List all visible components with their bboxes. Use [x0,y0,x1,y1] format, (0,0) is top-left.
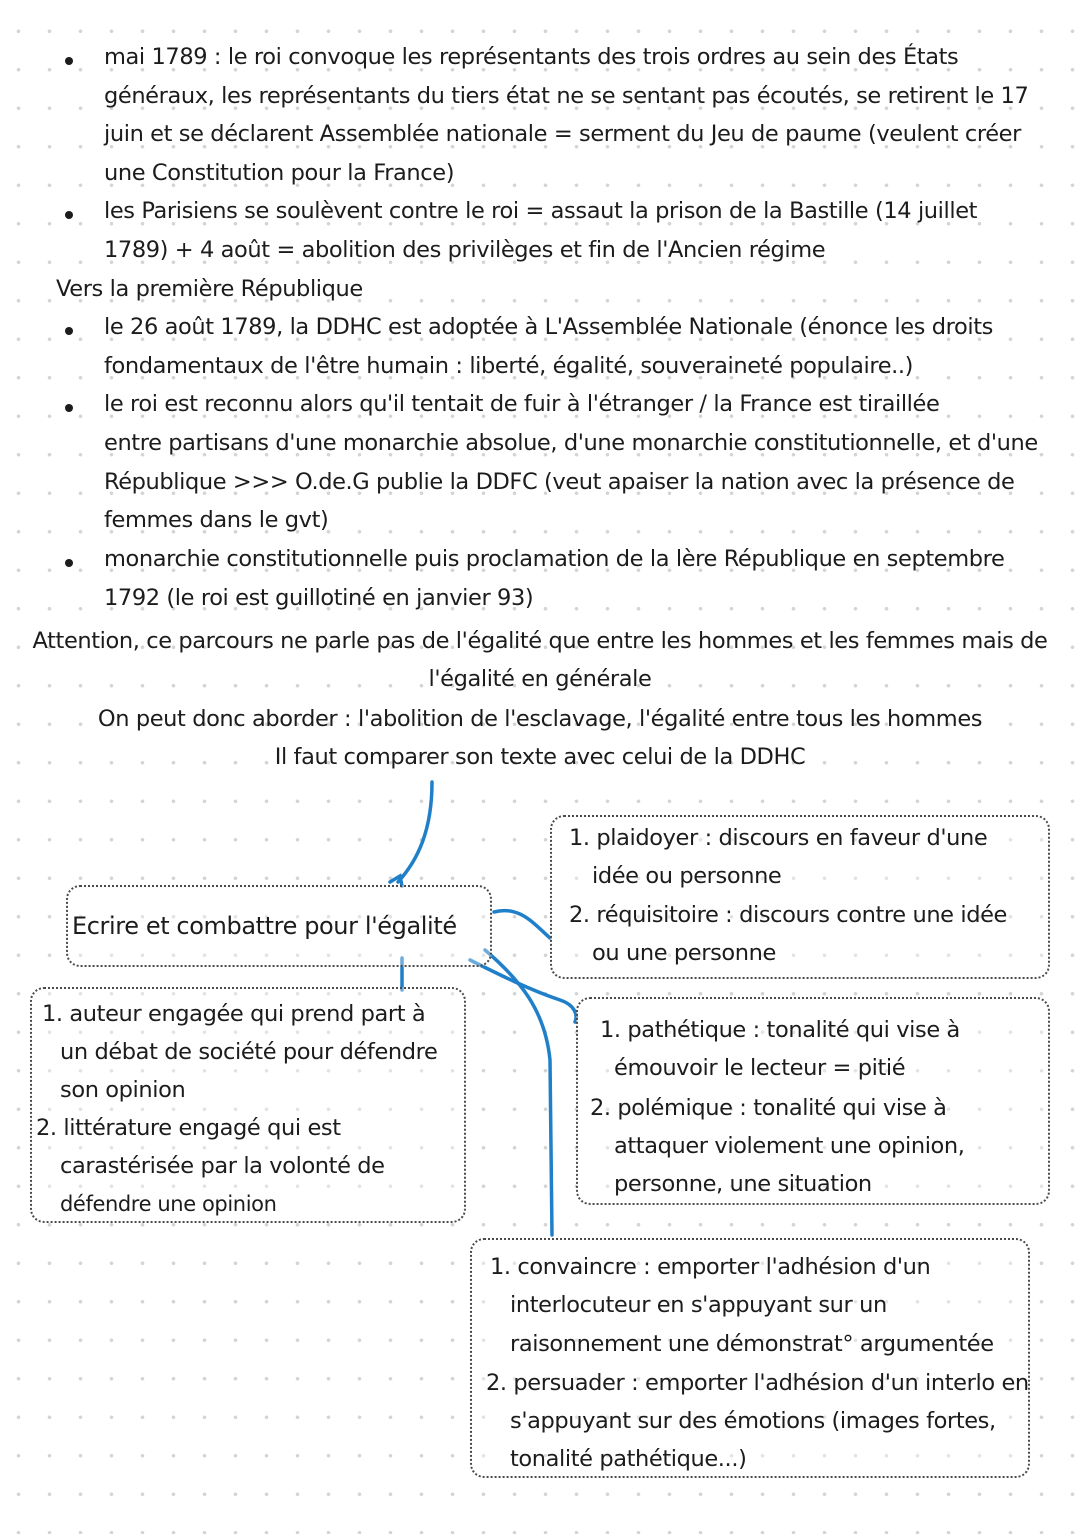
box-auteur-engage [30,987,466,1223]
text-line: monarchie constitutionnelle puis proclamation de la lère République en septembre [104,546,1005,572]
central-node-label: Ecrire et combattre pour l'égalité [72,912,457,940]
box-pathetique [576,997,1050,1205]
bullet-dot [65,57,73,65]
text-line: le 26 août 1789, la DDHC est adoptée à L'Assemblée Nationale (énonce les droits [104,314,993,340]
box-line: 1. convaincre : emporter l'adhésion d'un [490,1254,931,1280]
box-line: 1. auteur engagée qui prend part à [42,1001,426,1027]
box-line: 1. plaidoyer : discours en faveur d'une [569,825,988,851]
text-line: 1789) + 4 août = abolition des privilèges et fin de l'Ancien régime [104,237,826,263]
box-convaincre [470,1238,1030,1478]
text-line: entre partisans d'une monarchie absolue, d'une monarchie constitutionnelle, et d'une [104,430,1038,456]
text-line: les Parisiens se soulèvent contre le roi = assaut la prison de la Bastille (14 juillet [104,198,978,224]
box-line: 2. polémique : tonalité qui vise à [590,1095,947,1121]
box-line: émouvoir le lecteur = pitié [614,1055,906,1081]
box-plaidoyer [550,815,1050,979]
text-line: le roi est reconnu alors qu'il tentait de fuir à l'étranger / la France est tiraillée [104,391,940,417]
box-line: interlocuteur en s'appuyant sur un [510,1292,887,1318]
box-line: 1. pathétique : tonalité qui vise à [600,1017,960,1043]
section-heading: Vers la première République [56,276,363,302]
box-line: tonalité pathétique...) [510,1446,747,1472]
bullet-dot [65,404,73,412]
note-line: Attention, ce parcours ne parle pas de l'égalité que entre les hommes et les femmes mais de [32,628,1048,654]
connector-to-convaincre [485,950,552,1235]
box-line: son opinion [60,1077,186,1103]
text-line: fondamentaux de l'être humain : liberté, égalité, souveraineté populaire..) [104,353,914,379]
note-line: l'égalité en générale [428,666,652,692]
box-line: un débat de société pour défendre [60,1039,438,1065]
box-line: ou une personne [592,940,776,966]
connector-to-plaidoyer [494,911,550,938]
central-node [66,885,492,967]
text-line: généraux, les représentants du tiers état ne se sentant pas écoutés, se retirent le 17 [104,83,1029,109]
text-line: femmes dans le gvt) [104,507,329,533]
box-line: 2. persuader : emporter l'adhésion d'un interlo en [486,1370,1029,1396]
note-line: Il faut comparer son texte avec celui de la DDHC [274,744,806,770]
box-line: 2. réquisitoire : discours contre une idée [569,902,1007,928]
box-line: idée ou personne [592,863,782,889]
box-line: défendre une opinion [60,1192,277,1216]
note-line: On peut donc aborder : l'abolition de l'esclavage, l'égalité entre tous les hommes [97,706,983,732]
box-line: s'appuyant sur des émotions (images fortes, [510,1408,996,1434]
connector-from-note [398,782,432,882]
box-line: carastérisée par la volonté de [60,1153,385,1179]
box-line: personne, une situation [614,1171,872,1197]
box-line: 2. littérature engagé qui est [36,1115,341,1141]
text-line: République >>> O.de.G publie la DDFC (veut apaiser la nation avec la présence de [104,469,1015,495]
text-line: juin et se déclarent Assemblée nationale = serment du Jeu de paume (veulent créer [104,121,1021,147]
bullet-dot [65,327,73,335]
box-line: attaquer violement une opinion, [614,1133,965,1159]
text-line: mai 1789 : le roi convoque les représentants des trois ordres au sein des États [104,44,959,70]
bullet-dot [65,559,73,567]
text-line: 1792 (le roi est guillotiné en janvier 93) [104,585,534,611]
bullet-dot [65,211,73,219]
text-line: une Constitution pour la France) [104,160,455,186]
box-line: raisonnement une démonstrat° argumentée [510,1331,994,1357]
